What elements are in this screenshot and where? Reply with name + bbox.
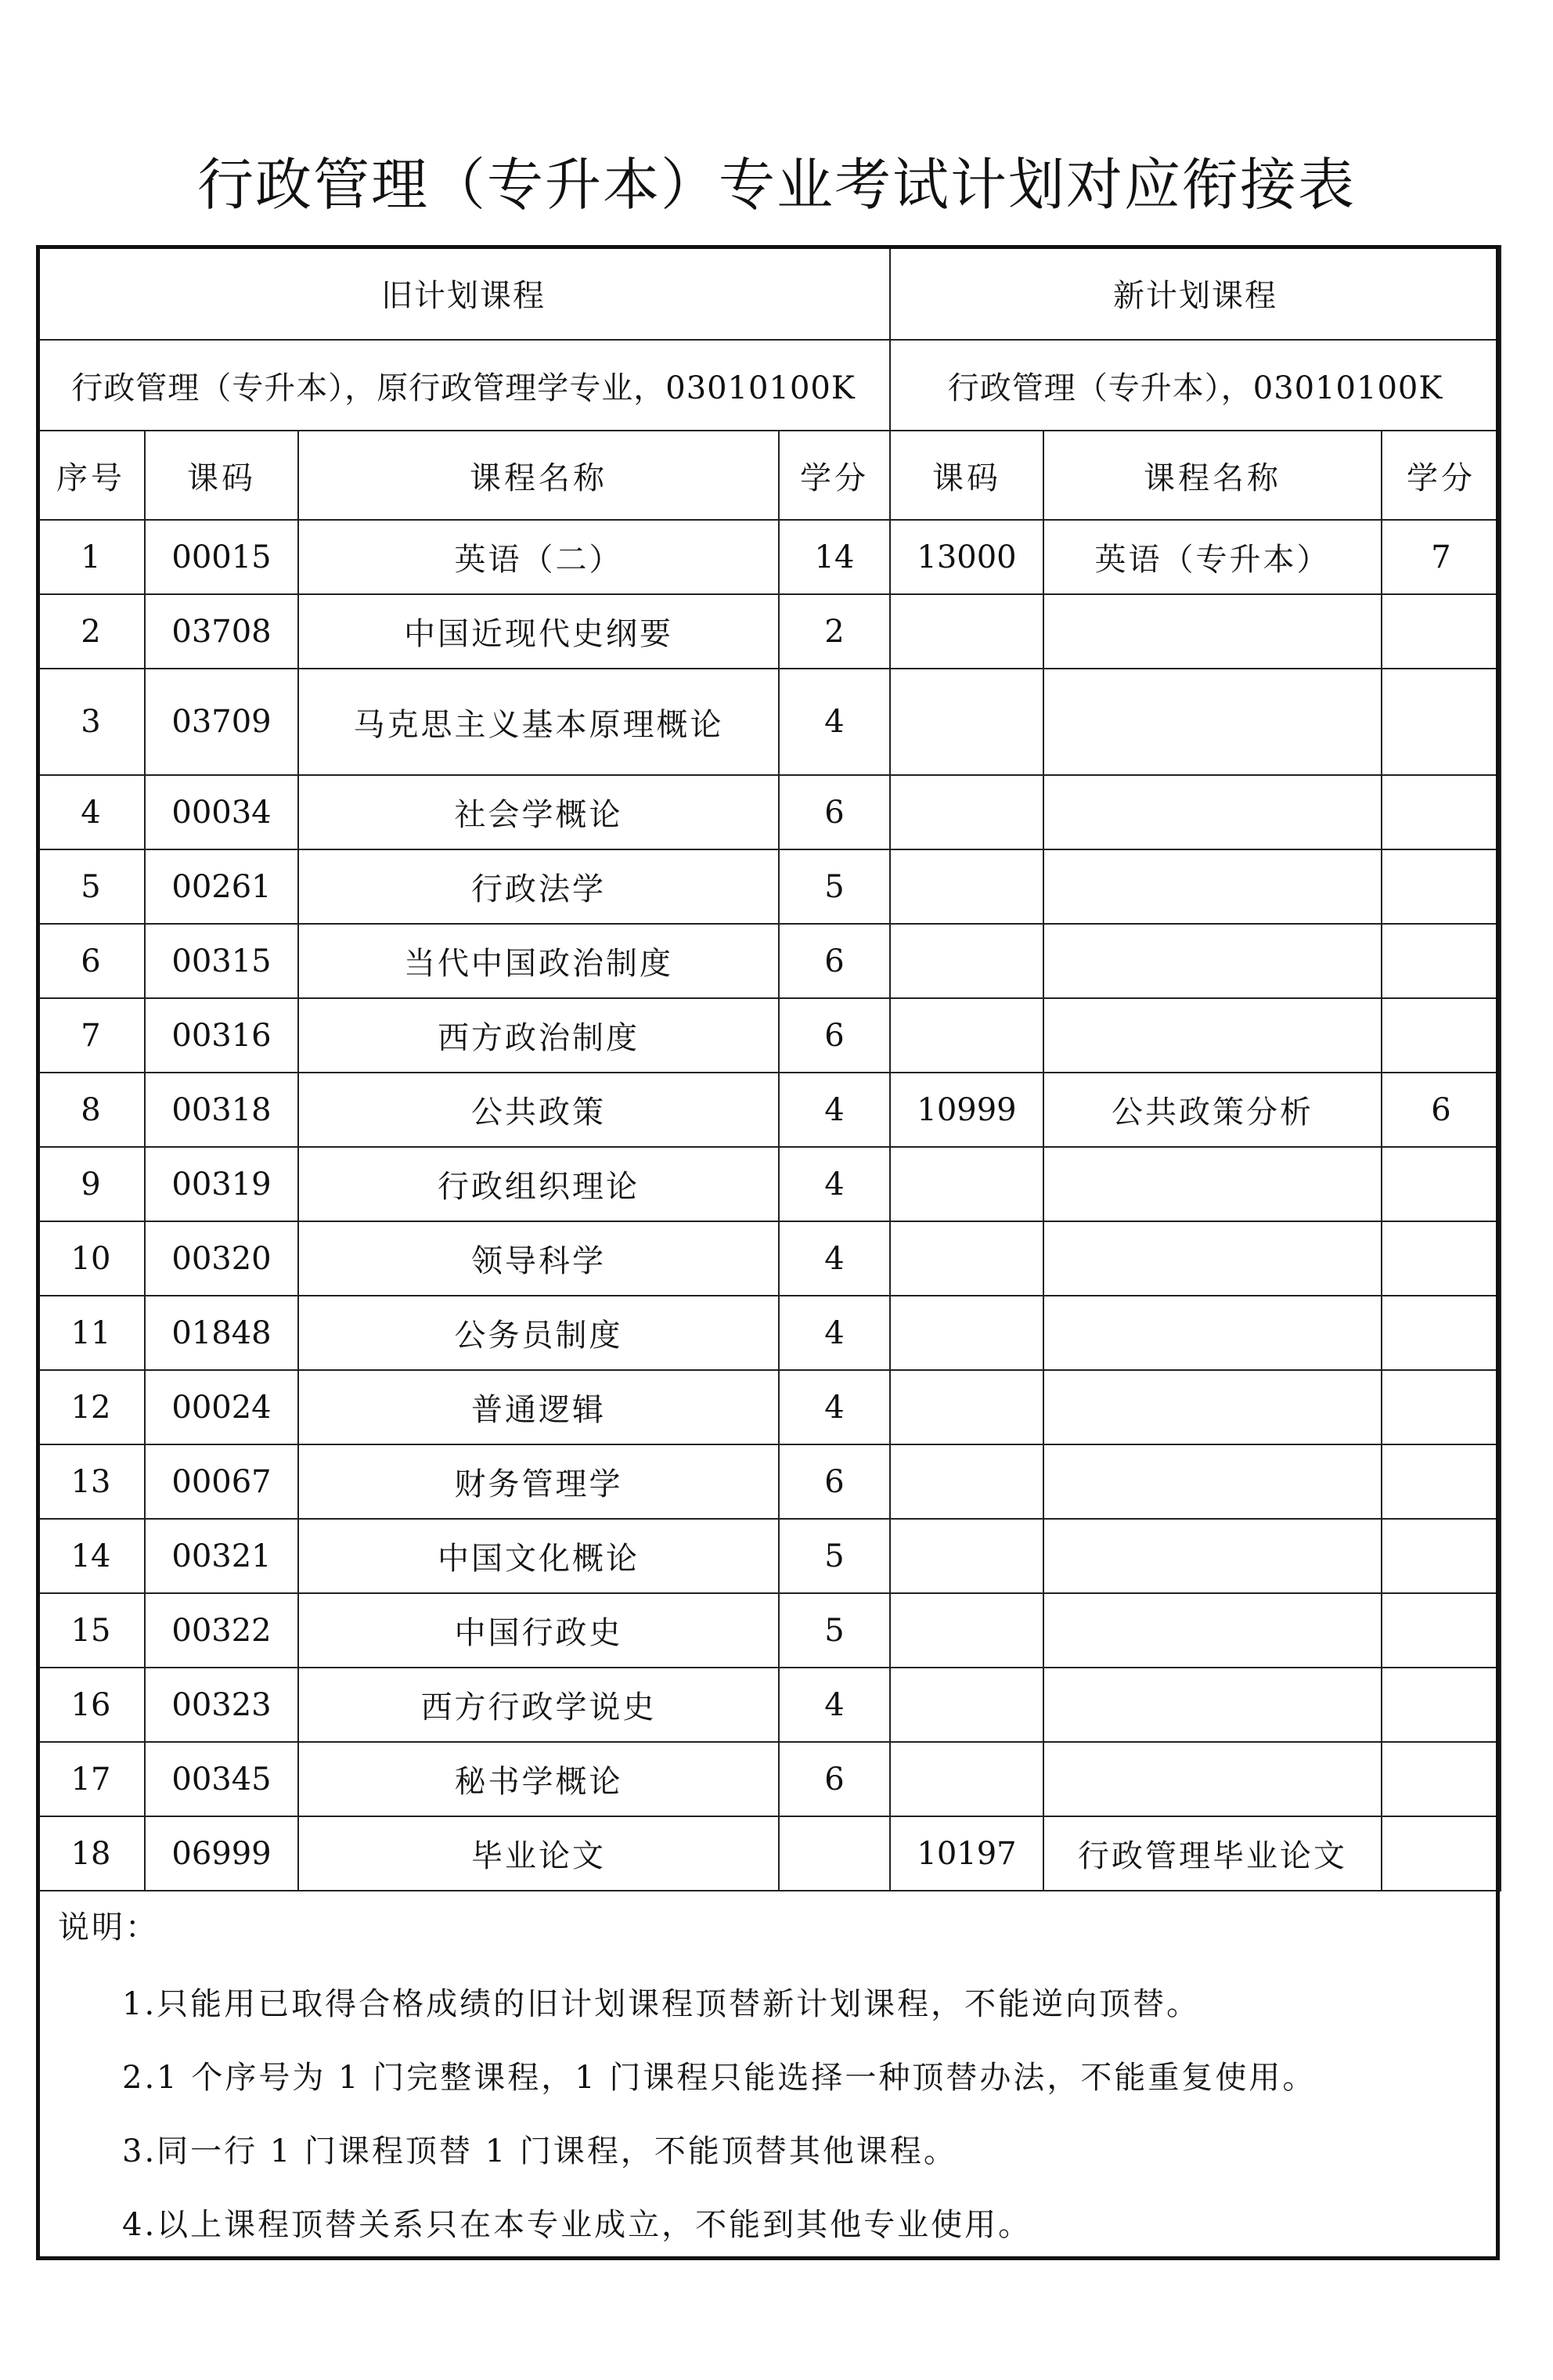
row-old-credit: 6 — [779, 775, 890, 849]
row-seq: 13 — [37, 1444, 145, 1519]
row-old-credit: 4 — [779, 669, 890, 775]
row-old-code: 00318 — [145, 1073, 298, 1147]
row-old-credit: 6 — [779, 1742, 890, 1816]
row-old-name: 公务员制度 — [298, 1296, 779, 1370]
row-old-name: 社会学概论 — [298, 775, 779, 849]
row-old-credit: 5 — [779, 849, 890, 924]
row-old-name: 秘书学概论 — [298, 1742, 779, 1816]
col-header-old-code: 课码 — [145, 431, 298, 520]
row-new-name: 英语（专升本） — [1043, 520, 1382, 594]
row-new-code: 13000 — [890, 520, 1043, 594]
row-old-code: 00024 — [145, 1370, 298, 1444]
row-seq: 18 — [37, 1816, 145, 1891]
row-old-code: 00316 — [145, 998, 298, 1073]
row-old-code: 00015 — [145, 520, 298, 594]
row-seq: 14 — [37, 1519, 145, 1593]
row-old-credit: 4 — [779, 1370, 890, 1444]
row-seq: 7 — [37, 998, 145, 1073]
row-seq: 1 — [37, 520, 145, 594]
row-old-credit: 4 — [779, 1668, 890, 1742]
row-old-name: 中国文化概论 — [298, 1519, 779, 1593]
row-old-code: 00345 — [145, 1742, 298, 1816]
row-new-code: 10197 — [890, 1816, 1043, 1891]
row-old-code: 00320 — [145, 1221, 298, 1296]
row-old-code: 00323 — [145, 1668, 298, 1742]
row-old-code: 00322 — [145, 1593, 298, 1668]
old-major-cell: 行政管理（专升本），原行政管理学专业，03010100K — [37, 340, 890, 431]
row-seq: 16 — [37, 1668, 145, 1742]
row-old-name: 公共政策 — [298, 1073, 779, 1147]
row-seq: 5 — [37, 849, 145, 924]
note-item: 4.以上课程顶替关系只在本专业成立，不能到其他专业使用。 — [122, 2207, 1032, 2243]
row-seq: 6 — [37, 924, 145, 998]
row-new-name: 公共政策分析 — [1043, 1073, 1382, 1147]
row-seq: 3 — [37, 669, 145, 775]
row-old-name: 行政组织理论 — [298, 1147, 779, 1221]
row-old-name: 当代中国政治制度 — [298, 924, 779, 998]
col-header-old-credit: 学分 — [779, 431, 890, 520]
row-old-name: 普通逻辑 — [298, 1370, 779, 1444]
notes-label: 说明： — [58, 1909, 159, 1945]
row-old-name: 马克思主义基本原理概论 — [298, 669, 779, 775]
col-header-old-name: 课程名称 — [298, 431, 779, 520]
row-seq: 17 — [37, 1742, 145, 1816]
row-seq: 9 — [37, 1147, 145, 1221]
row-old-name: 中国近现代史纲要 — [298, 594, 779, 669]
row-old-name: 英语（二） — [298, 520, 779, 594]
row-old-code: 03709 — [145, 669, 298, 775]
row-old-name: 中国行政史 — [298, 1593, 779, 1668]
row-old-name: 领导科学 — [298, 1221, 779, 1296]
row-old-code: 03708 — [145, 594, 298, 669]
row-seq: 2 — [37, 594, 145, 669]
new-plan-header: 新计划课程 — [890, 246, 1501, 340]
row-old-code: 01848 — [145, 1296, 298, 1370]
row-old-credit: 6 — [779, 998, 890, 1073]
row-old-code: 00261 — [145, 849, 298, 924]
row-new-name: 行政管理毕业论文 — [1043, 1816, 1382, 1891]
page-title: 行政管理（专升本）专业考试计划对应衔接表 — [196, 152, 1356, 218]
row-seq: 15 — [37, 1593, 145, 1668]
col-header-new-name: 课程名称 — [1043, 431, 1382, 520]
col-header-seq: 序号 — [37, 431, 145, 520]
row-seq: 8 — [37, 1073, 145, 1147]
row-old-code: 06999 — [145, 1816, 298, 1891]
row-seq: 10 — [37, 1221, 145, 1296]
row-old-credit: 2 — [779, 594, 890, 669]
row-old-credit: 6 — [779, 1444, 890, 1519]
note-item: 2.1 个序号为 1 门完整课程，1 门课程只能选择一种顶替办法，不能重复使用。 — [122, 2060, 1317, 2096]
row-old-credit: 4 — [779, 1221, 890, 1296]
row-old-name: 行政法学 — [298, 849, 779, 924]
col-header-new-credit: 学分 — [1382, 431, 1501, 520]
row-old-name: 财务管理学 — [298, 1444, 779, 1519]
row-old-credit: 14 — [779, 520, 890, 594]
old-plan-header: 旧计划课程 — [37, 246, 890, 340]
row-old-code: 00067 — [145, 1444, 298, 1519]
row-old-code: 00034 — [145, 775, 298, 849]
row-old-credit: 5 — [779, 1519, 890, 1593]
row-old-name: 毕业论文 — [298, 1816, 779, 1891]
row-old-credit: 6 — [779, 924, 890, 998]
row-seq: 11 — [37, 1296, 145, 1370]
row-new-credit: 6 — [1382, 1073, 1501, 1147]
row-old-code: 00319 — [145, 1147, 298, 1221]
row-old-credit: 4 — [779, 1296, 890, 1370]
row-old-code: 00315 — [145, 924, 298, 998]
new-major-cell: 行政管理（专升本），03010100K — [890, 340, 1501, 431]
row-new-code: 10999 — [890, 1073, 1043, 1147]
row-old-credit: 4 — [779, 1147, 890, 1221]
row-old-credit: 5 — [779, 1593, 890, 1668]
row-seq: 4 — [37, 775, 145, 849]
note-item: 3.同一行 1 门课程顶替 1 门课程，不能顶替其他课程。 — [122, 2133, 957, 2169]
row-old-name: 西方政治制度 — [298, 998, 779, 1073]
row-seq: 12 — [37, 1370, 145, 1444]
row-old-code: 00321 — [145, 1519, 298, 1593]
row-old-credit: 4 — [779, 1073, 890, 1147]
table-outer-border — [36, 245, 1500, 2260]
row-old-name: 西方行政学说史 — [298, 1668, 779, 1742]
note-item: 1.只能用已取得合格成绩的旧计划课程顶替新计划课程，不能逆向顶替。 — [122, 1986, 1201, 2022]
row-new-credit: 7 — [1382, 520, 1501, 594]
col-header-new-code: 课码 — [890, 431, 1043, 520]
